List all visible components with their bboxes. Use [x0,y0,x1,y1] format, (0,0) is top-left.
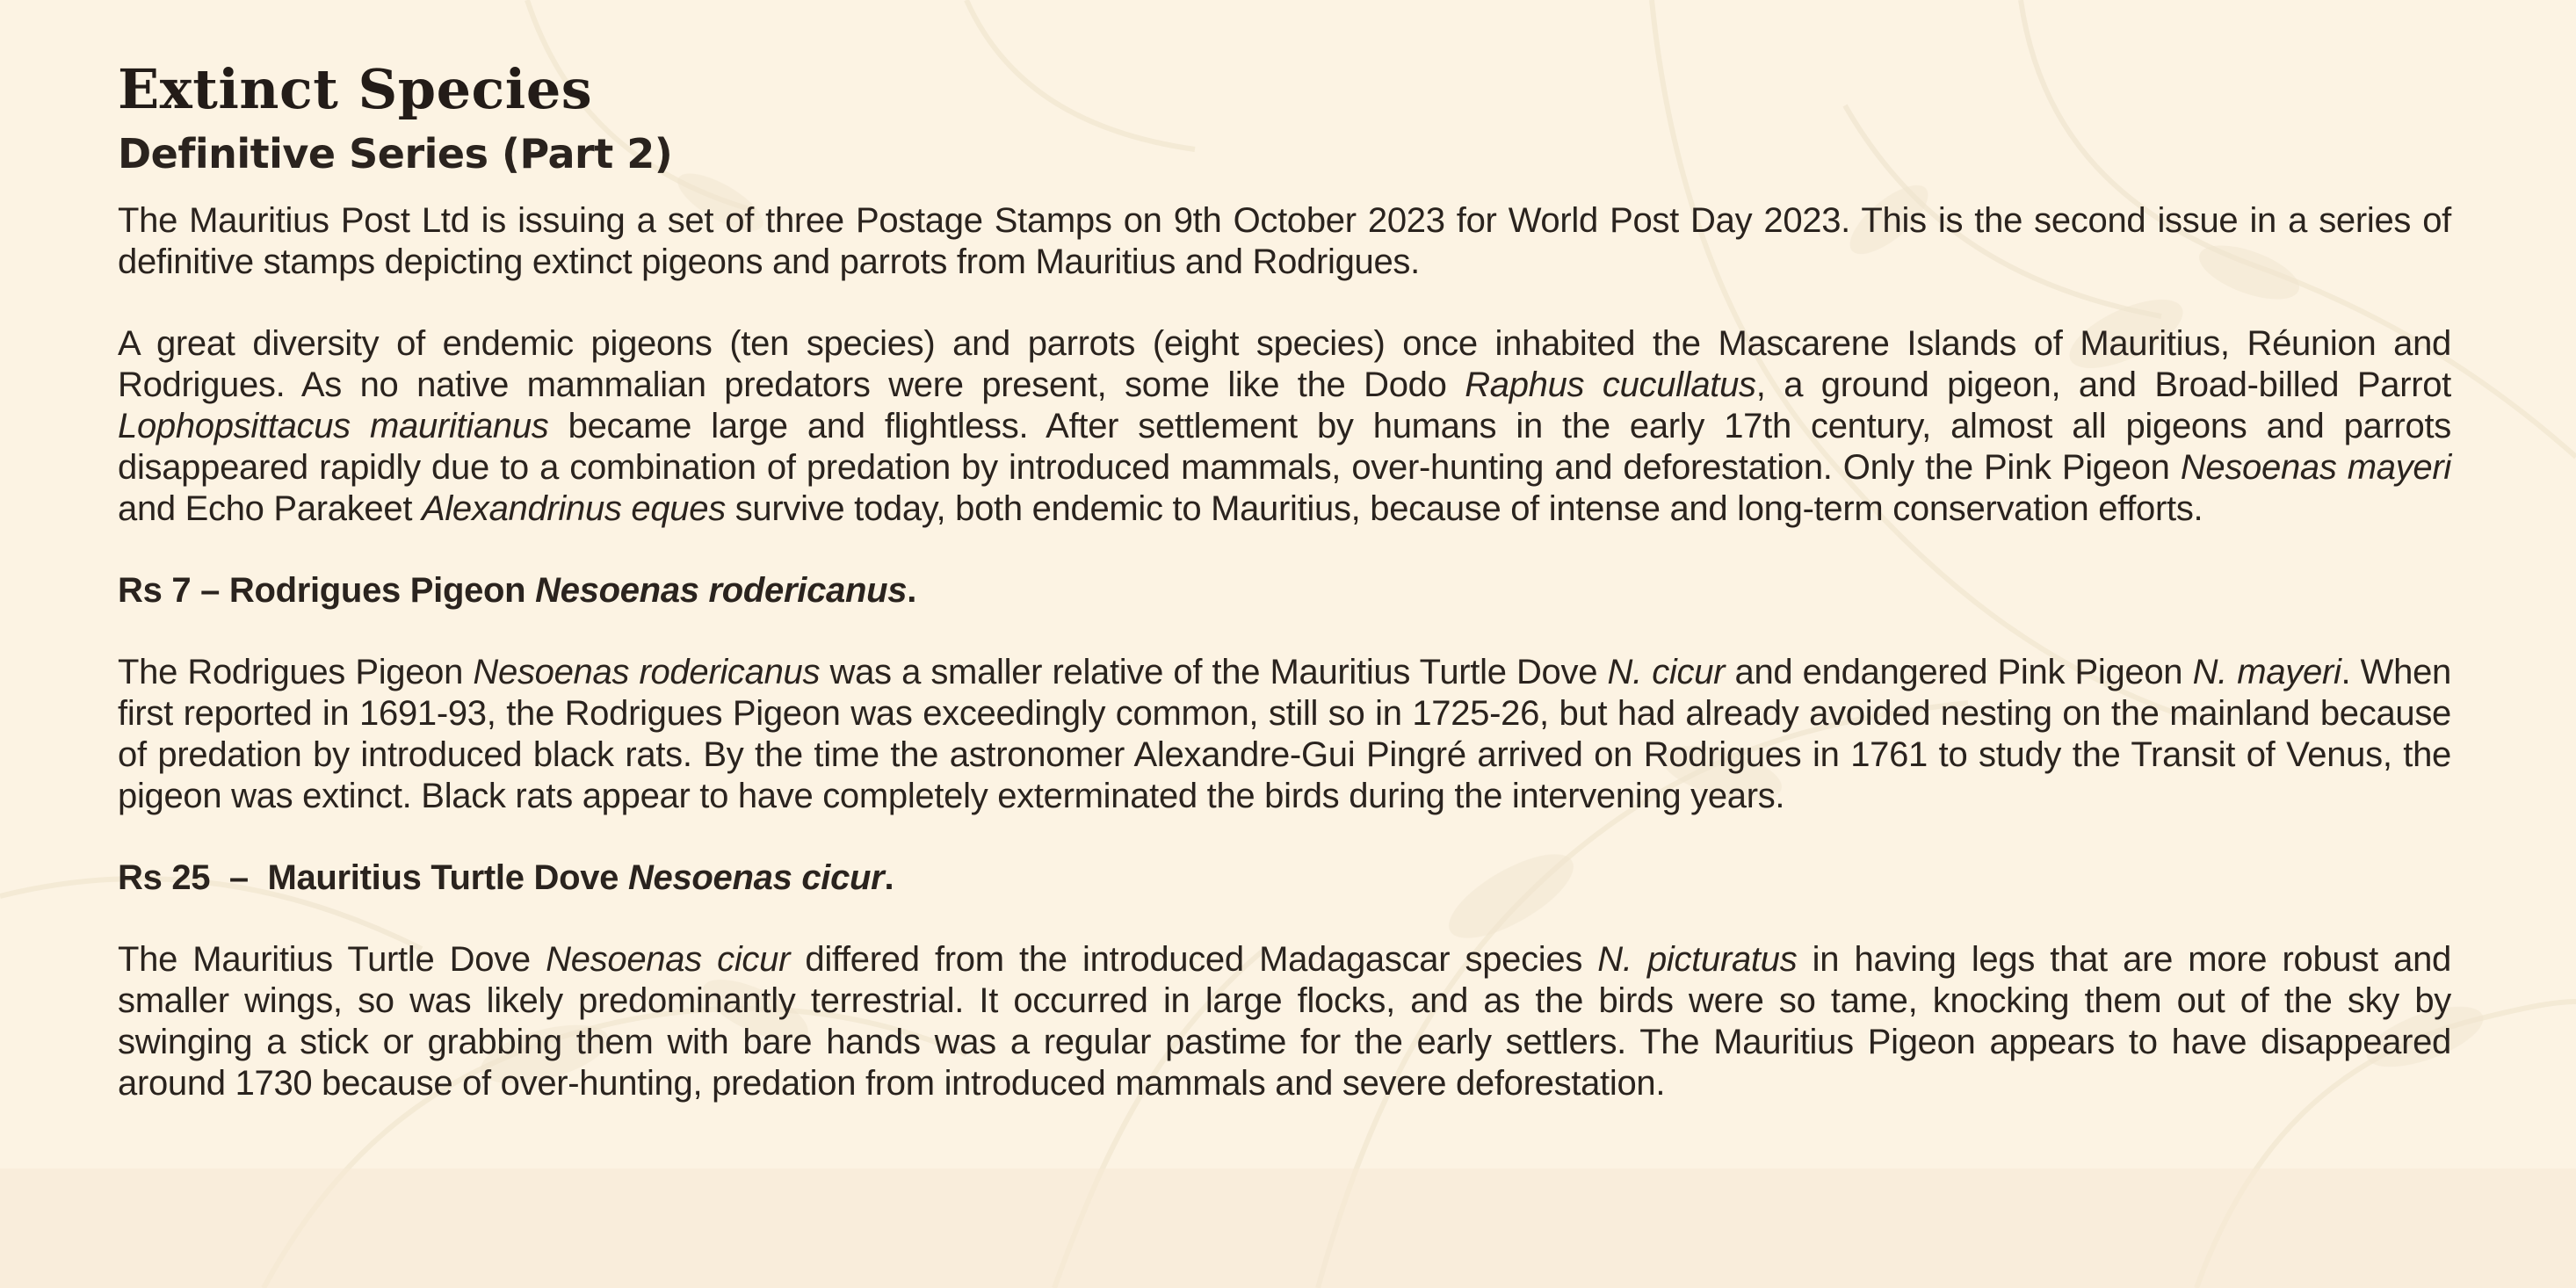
stamp-1-text: and endangered Pink Pigeon [1725,653,2193,691]
species-name: N. mayeri [2192,653,2341,691]
stamp-2-description [118,939,2451,1104]
species-name: Nesoenas cicur [546,940,791,979]
stamp-2-value-name: Rs 25 – Mauritius Turtle Dove [118,858,628,897]
stamp-2-species: Nesoenas cicur [627,858,885,897]
intro-text: became large and flightless. After settlement by humans in the early 17th century, almost all pigeons and parrots disappeared rapidly due to a combination of predation by introduced mammals, over-hunting and deforestation. Only the Pink Pigeon [118,407,2452,487]
intro-text: and Echo Parakeet [118,489,422,528]
species-name: Alexandrinus eques [421,489,726,528]
stamp-1-text: The Rodrigues Pigeon [118,653,474,691]
intro-text: , a ground pigeon, and Broad-billed Parrot [1755,365,2451,404]
stamp-2-heading [118,857,2451,899]
species-name: Lophopsittacus mauritianus [118,407,549,445]
stamp-1-species: Nesoenas rodericanus [535,571,908,610]
stamp-2-text: in having legs that are more robust and smaller wings, so was likely predominantly terrestrial. It occurred in large flocks, and as the birds were so tame, knocking them out of the sky by swinging a stick or grabbing them with bare hands was a regular pastime for the early settlers. The Mauritius Pigeon appears to have disappeared around 1730 because of over-hunting, predation from introduced mammals and severe deforestation. [118,940,2452,1103]
stamp-2-text: differed from the introduced Madagascar species [790,940,1598,979]
intro-paragraph-2 [118,323,2451,530]
species-name: Raphus cucullatus [1465,365,1756,404]
stamp-1-heading-period: . [907,571,917,610]
intro-paragraph-1: The Mauritius Post Ltd is issuing a set of three Postage Stamps on 9th October 2023 for World Post Day 2023. This is the second issue in a series of definitive stamps depicting extinct pigeons and parrots from Mauritius and Rodrigues. [118,201,2451,281]
species-name: Nesoenas mayeri [2180,448,2451,487]
stamp-2-heading-period: . [884,858,894,897]
species-name: Nesoenas rodericanus [473,653,821,691]
species-name: N. picturatus [1597,940,1798,979]
document-subtitle: Definitive Series (Part 2) [118,130,673,177]
stamp-2-text: The Mauritius Turtle Dove [118,940,546,979]
stamp-1-description [118,652,2451,817]
stamp-1-heading [118,570,2451,611]
intro-text: survive today, both endemic to Mauritius, because of intense and long-term conservation efforts. [725,489,2203,528]
species-name: N. cicur [1607,653,1726,691]
document-title: Extinct Species [118,57,593,121]
stamp-1-value-name: Rs 7 – Rodrigues Pigeon [118,571,536,610]
intro-text: A great diversity of endemic pigeons (ten species) and parrots (eight species) once inhabited the Mascarene Islands of Mauritius, Réunion and Rodrigues. As no native mammalian predators were present, some like the Dodo [118,324,2451,404]
stamp-1-text: was a smaller relative of the Mauritius Turtle Dove [820,653,1608,691]
document-page [118,53,2451,1104]
stamp-1-text: . When first reported in 1691-93, the Rodrigues Pigeon was exceedingly common, still so in 1725-26, but had already avoided nesting on the mainland because of predation by introduced black rats. By the time the astronomer Alexandre-Gui Pingré arrived on Rodrigues in 1761 to study the Transit of Venus, the pigeon was extinct. Black rats appear to have completely exterminated the birds during the intervening years. [118,653,2451,815]
